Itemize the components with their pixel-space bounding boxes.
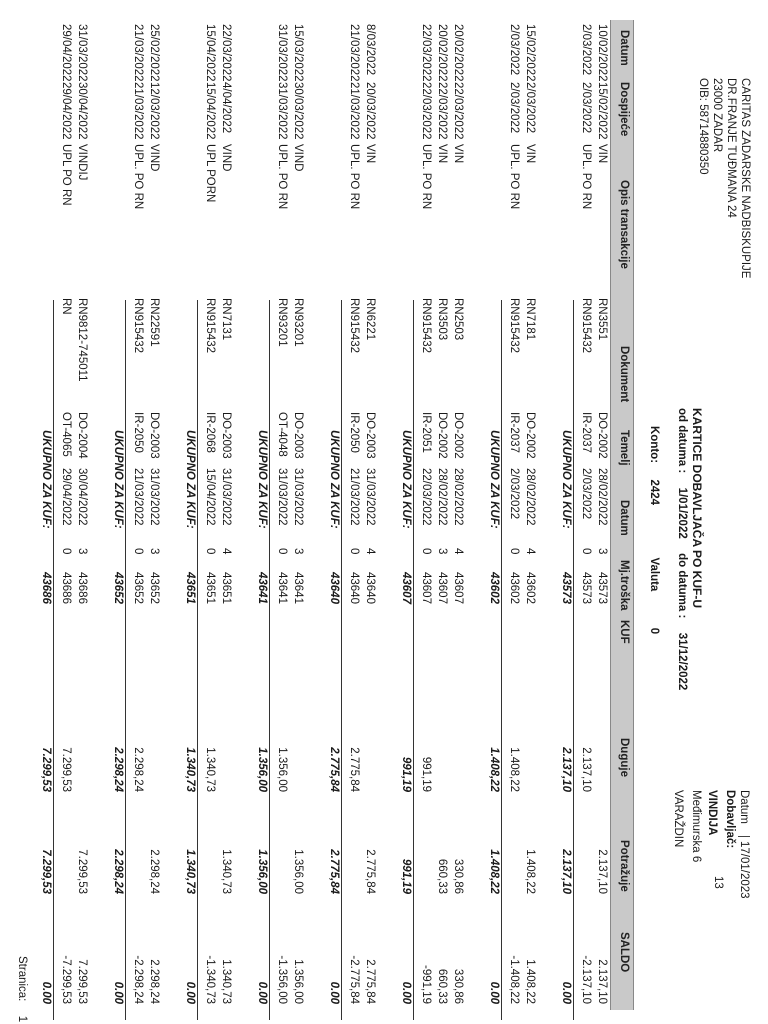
cell-saldo: -991,19 xyxy=(420,964,432,1004)
cell-dospijece: 2/03/2022 xyxy=(508,82,520,134)
cell-dospijece: 21/03/2022 xyxy=(132,82,144,140)
cell-dokument: RN915432 xyxy=(132,298,144,353)
report-title: KARTICE DOBAVLJAČA PO KUF-U xyxy=(690,408,704,608)
date-range xyxy=(676,408,688,690)
table-row xyxy=(288,0,304,1024)
cell-dokument: RN93201 xyxy=(276,298,288,347)
cell-datum: 21/03/2022 xyxy=(348,24,360,82)
cell-kuf: 43602 xyxy=(524,572,536,604)
cell-dokument: RN3551 xyxy=(596,298,608,341)
total-label: UKUPNO ZA KUF: xyxy=(256,430,268,529)
cell-kuf: 43641 xyxy=(292,572,304,604)
total-kuf: 43686 xyxy=(40,572,52,604)
konto-label: Konto: xyxy=(648,426,660,464)
cell-dokument: RN9812-745011 xyxy=(76,298,88,382)
cell-mjtroska: 0 xyxy=(132,548,144,555)
total-duguje: 1.340,73 xyxy=(184,747,196,792)
company-oib: OIB: 58714880350 xyxy=(697,78,709,175)
cell-mjtroska: 4 xyxy=(364,548,376,555)
cell-temelj: OT-4048 xyxy=(276,412,288,457)
cell-saldo: -7.299,53 xyxy=(60,955,72,1004)
cell-potrazuje: 2.298,24 xyxy=(148,849,160,894)
cell-datum2: 28/02/2022 xyxy=(524,468,536,526)
from-value: 1/01/2022 xyxy=(676,487,688,539)
table-row xyxy=(200,0,216,1024)
cell-opis: VIN xyxy=(596,144,608,164)
cell-dospijece: 2/03/2022 xyxy=(524,82,536,134)
total-row xyxy=(556,0,572,1024)
konto-value: 2424 xyxy=(648,479,660,506)
total-potrazuje: 2.298,24 xyxy=(112,849,124,894)
cell-datum: 20/02/2022 xyxy=(436,24,448,82)
cell-opis: VIND xyxy=(220,144,232,172)
cell-kuf: 43640 xyxy=(348,572,360,604)
cell-saldo: 2.775,84 xyxy=(364,959,376,1004)
cell-mjtroska: 0 xyxy=(420,548,432,555)
cell-datum2: 22/03/2022 xyxy=(420,468,432,526)
cell-duguje: 991,19 xyxy=(420,756,432,792)
total-potrazuje: 991,19 xyxy=(400,858,412,894)
cell-kuf: 43641 xyxy=(276,572,288,604)
cell-dospijece: 29/04/2022 xyxy=(60,82,72,140)
table-row xyxy=(72,0,88,1024)
total-label: UKUPNO ZA KUF: xyxy=(488,430,500,529)
col-header-dospijece: Dospijeće xyxy=(618,82,630,137)
cell-dospijece: 30/03/2022 xyxy=(292,82,304,140)
cell-dospijece: 15/04/2022 xyxy=(204,82,216,140)
table-row xyxy=(416,0,432,1024)
cell-temelj: DO-2004 xyxy=(76,412,88,459)
cell-datum: 22/03/2022 xyxy=(420,24,432,82)
cell-dokument: RN915432 xyxy=(348,298,360,353)
table-row xyxy=(144,0,160,1024)
cell-datum: 2/03/2022 xyxy=(580,24,592,76)
cell-mjtroska: 4 xyxy=(220,548,232,555)
total-separator xyxy=(341,300,342,1020)
cell-duguje: 1.340,73 xyxy=(204,747,216,792)
cell-temelj: OT-4065 xyxy=(60,412,72,457)
cell-datum: 22/03/2022 xyxy=(220,24,232,82)
cell-mjtroska: 0 xyxy=(60,548,72,555)
cell-saldo: 660,33 xyxy=(436,968,448,1004)
cell-datum: 10/02/2022 xyxy=(596,24,608,82)
total-duguje: 1.356,00 xyxy=(256,747,268,792)
cell-datum: 25/02/2022 xyxy=(148,24,160,82)
cell-datum: 21/03/2022 xyxy=(132,24,144,82)
col-header-saldo: SALDO xyxy=(618,932,630,973)
cell-kuf: 43651 xyxy=(220,572,232,604)
total-separator xyxy=(501,300,502,1020)
cell-datum2: 29/04/2022 xyxy=(60,468,72,526)
col-header-duguje: Duguje xyxy=(618,738,630,777)
table-row xyxy=(216,0,232,1024)
table-row xyxy=(592,0,608,1024)
cell-dospijece: 12/03/2022 xyxy=(148,82,160,140)
total-potrazuje: 1.408,22 xyxy=(488,849,500,894)
cell-opis: UPL. PO RN xyxy=(132,144,144,210)
cell-opis: VIND xyxy=(292,144,304,172)
supplier-name: VINDIJA xyxy=(706,790,718,836)
cell-kuf: 43573 xyxy=(580,572,592,604)
cell-temelj: IR-2050 xyxy=(132,412,144,453)
cell-mjtroska: 0 xyxy=(508,548,520,555)
total-potrazuje: 2.137,10 xyxy=(560,849,572,894)
cell-temelj: DO-2002 xyxy=(596,412,608,459)
cell-saldo: 2.137,10 xyxy=(596,959,608,1004)
total-potrazuje: 1.356,00 xyxy=(256,849,268,894)
supplier-street: Međimurska 6 xyxy=(690,790,702,863)
cell-opis: VIN xyxy=(452,144,464,164)
cell-duguje: 2.137,10 xyxy=(580,747,592,792)
cell-temelj: IR-2037 xyxy=(508,412,520,453)
cell-kuf: 43607 xyxy=(420,572,432,604)
cell-datum2: 28/02/2022 xyxy=(436,468,448,526)
cell-duguje: 7.299,53 xyxy=(60,747,72,792)
cell-datum2: 30/04/2022 xyxy=(76,468,88,526)
table-row xyxy=(128,0,144,1024)
cell-dokument: RN7131 xyxy=(220,298,232,341)
cell-saldo: -1.408,22 xyxy=(508,955,520,1004)
cell-potrazuje: 660,33 xyxy=(436,858,448,894)
cell-saldo: 1.340,73 xyxy=(220,959,232,1004)
cell-saldo: 2.298,24 xyxy=(148,959,160,1004)
cell-saldo: 1.408,22 xyxy=(524,959,536,1004)
cell-saldo: -2.298,24 xyxy=(132,955,144,1004)
table-row xyxy=(344,0,360,1024)
table-row xyxy=(360,0,376,1024)
dobavljac-value: 13 xyxy=(712,876,724,889)
col-header-kuf: KUF xyxy=(618,620,630,644)
cell-dokument: RN3503 xyxy=(436,298,448,341)
total-duguje: 2.298,24 xyxy=(112,747,124,792)
valuta-value: 0 xyxy=(648,627,660,635)
total-kuf: 43640 xyxy=(328,572,340,604)
cell-dokument: RN915432 xyxy=(508,298,520,353)
total-row xyxy=(108,0,124,1024)
cell-duguje: 1.408,22 xyxy=(508,747,520,792)
cell-duguje: 2.775,84 xyxy=(348,747,360,792)
cell-dokument: RN7181 xyxy=(524,298,536,341)
total-saldo: 0.00 xyxy=(112,981,124,1004)
cell-dokument: RN915432 xyxy=(580,298,592,353)
cell-dokument: RN22591 xyxy=(148,298,160,347)
cell-duguje: 1.356,00 xyxy=(276,747,288,792)
to-label: do datuma : xyxy=(676,553,688,619)
total-label: UKUPNO ZA KUF: xyxy=(184,430,196,529)
cell-datum: 20/02/2022 xyxy=(452,24,464,82)
total-kuf: 43573 xyxy=(560,572,572,604)
cell-kuf: 43573 xyxy=(596,572,608,604)
cell-dospijece: 4/04/2022 xyxy=(220,82,232,134)
datum-value: 17/01/2023 xyxy=(738,836,750,899)
table-row xyxy=(448,0,464,1024)
table-row xyxy=(520,0,536,1024)
total-kuf: 43651 xyxy=(184,572,196,604)
cell-dospijece: 22/03/2022 xyxy=(436,82,448,140)
col-header-potrazuje: Potražuje xyxy=(618,840,630,892)
col-header-mjtroska: Mj.troška xyxy=(618,560,630,611)
cell-kuf: 43652 xyxy=(132,572,144,604)
page-label: Stranica: xyxy=(16,956,28,1002)
company-block xyxy=(696,78,752,278)
cell-dospijece: 22/03/2022 xyxy=(420,82,432,140)
cell-datum: 15/03/2022 xyxy=(292,24,304,82)
cell-dospijece: 20/03/2022 xyxy=(364,82,376,140)
cell-temelj: DO-2002 xyxy=(436,412,448,459)
total-kuf: 43641 xyxy=(256,572,268,604)
total-saldo: 0.00 xyxy=(40,981,52,1004)
col-header-temelj: Temelj xyxy=(618,430,630,466)
cell-saldo: -1.340,73 xyxy=(204,955,216,1004)
cell-opis: VIN xyxy=(436,144,448,164)
total-potrazuje: 2.775,84 xyxy=(328,849,340,894)
cell-opis: UPL. PO RN xyxy=(348,144,360,210)
table-row xyxy=(272,0,288,1024)
cell-kuf: 43607 xyxy=(436,572,448,604)
cell-datum2: 28/02/2022 xyxy=(596,468,608,526)
company-name: CARITAS ZADARSKE NADBISKUPIJE xyxy=(739,78,751,279)
cell-temelj: DO-2002 xyxy=(524,412,536,459)
cell-datum2: 2/03/2022 xyxy=(508,468,520,520)
total-row xyxy=(324,0,340,1024)
total-row xyxy=(36,0,52,1024)
cell-opis: UPL. PO RN xyxy=(420,144,432,210)
cell-opis: VINDIJ xyxy=(76,144,88,181)
total-separator xyxy=(573,300,574,1020)
cell-datum2: 31/03/2022 xyxy=(276,468,288,526)
cell-temelj: IR-2051 xyxy=(420,412,432,453)
cell-datum: 31/03/2022 xyxy=(276,24,288,82)
cell-mjtroska: 3 xyxy=(76,548,88,555)
cell-dospijece: 15/02/2022 xyxy=(596,82,608,140)
cell-temelj: IR-2068 xyxy=(204,412,216,453)
table-row xyxy=(576,0,592,1024)
cell-mjtroska: 3 xyxy=(292,548,304,555)
cell-potrazuje: 1.340,73 xyxy=(220,849,232,894)
cell-datum: 15/04/2022 xyxy=(204,24,216,82)
cell-dokument: RN2503 xyxy=(452,298,464,341)
cell-dokument: RN915432 xyxy=(204,298,216,353)
total-duguje: 2.775,84 xyxy=(328,747,340,792)
total-row xyxy=(484,0,500,1024)
cell-temelj: IR-2050 xyxy=(348,412,360,453)
col-header-datum: Datum xyxy=(618,30,630,66)
cell-dospijece: 31/03/2022 xyxy=(276,82,288,140)
total-separator xyxy=(53,300,54,1020)
supplier-city: VARAŽDIN xyxy=(672,790,684,848)
dobavljac-label: Dobavljač: xyxy=(724,790,736,849)
cell-datum2: 31/03/2022 xyxy=(364,468,376,526)
total-saldo: 0.00 xyxy=(256,981,268,1004)
page-number xyxy=(16,956,28,1022)
cell-dokument: RN915432 xyxy=(420,298,432,353)
total-saldo: 0.00 xyxy=(184,981,196,1004)
company-street: DR.FRANJE TUĐMANA 24 xyxy=(725,78,737,218)
cell-dospijece: 22/03/2022 xyxy=(452,82,464,140)
cell-saldo: -2.137,10 xyxy=(580,955,592,1004)
total-duguje: 991,19 xyxy=(400,756,412,792)
cell-dokument: RN6221 xyxy=(364,298,376,341)
cell-opis: VIN xyxy=(524,144,536,164)
col-header-datum2: Datum xyxy=(618,500,630,536)
cell-temelj: DO-2003 xyxy=(364,412,376,459)
cell-dospijece: 2/03/2022 xyxy=(580,82,592,134)
cell-opis: UPL PO RN xyxy=(60,144,72,206)
total-separator xyxy=(125,300,126,1020)
total-kuf: 43607 xyxy=(400,572,412,604)
cell-mjtroska: 3 xyxy=(148,548,160,555)
cell-mjtroska: 0 xyxy=(276,548,288,555)
cell-saldo: 330,86 xyxy=(452,968,464,1004)
table-row xyxy=(504,0,520,1024)
col-header-dokument: Dokument xyxy=(618,346,630,403)
cell-datum: 8/03/2022 xyxy=(364,24,376,76)
cell-mjtroska: 3 xyxy=(596,548,608,555)
cell-datum2: 31/03/2022 xyxy=(292,468,304,526)
cell-potrazuje: 1.408,22 xyxy=(524,849,536,894)
cell-temelj: IR-2037 xyxy=(580,412,592,453)
datum-label: Datum xyxy=(738,790,750,824)
cell-potrazuje: 1.356,00 xyxy=(292,849,304,894)
cell-opis: UPL. PO RN xyxy=(276,144,288,210)
cell-opis: UPL. PO RN xyxy=(580,144,592,210)
total-kuf: 43652 xyxy=(112,572,124,604)
cell-opis: VIND xyxy=(148,144,160,172)
total-saldo: 0.00 xyxy=(488,981,500,1004)
cell-kuf: 43652 xyxy=(148,572,160,604)
total-label: UKUPNO ZA KUF: xyxy=(400,430,412,529)
cell-datum2: 15/04/2022 xyxy=(204,468,216,526)
cell-temelj: DO-2003 xyxy=(292,412,304,459)
cell-datum: 29/04/2022 xyxy=(60,24,72,82)
konto-line xyxy=(648,426,660,634)
total-duguje: 7.299,53 xyxy=(40,747,52,792)
cell-temelj: DO-2003 xyxy=(148,412,160,459)
cell-opis: VIN xyxy=(364,144,376,164)
cell-kuf: 43602 xyxy=(508,572,520,604)
page-value: 1 xyxy=(16,1015,28,1023)
cell-mjtroska: 0 xyxy=(204,548,216,555)
cell-opis: UPL. PO RN xyxy=(508,144,520,210)
cell-duguje: 2.298,24 xyxy=(132,747,144,792)
cell-potrazuje: 330,86 xyxy=(452,858,464,894)
cell-temelj: DO-2003 xyxy=(220,412,232,459)
total-row xyxy=(180,0,196,1024)
col-header-opis: Opis transakcije xyxy=(618,180,630,269)
cell-datum2: 28/02/2022 xyxy=(452,468,464,526)
total-label: UKUPNO ZA KUF: xyxy=(560,430,572,529)
total-kuf: 43602 xyxy=(488,572,500,604)
cell-dospijece: 21/03/2022 xyxy=(348,82,360,140)
cell-mjtroska: 4 xyxy=(524,548,536,555)
cell-kuf: 43607 xyxy=(452,572,464,604)
cell-kuf: 43686 xyxy=(60,572,72,604)
cell-potrazuje: 2.137,10 xyxy=(596,849,608,894)
total-duguje: 1.408,22 xyxy=(488,747,500,792)
total-label: UKUPNO ZA KUF: xyxy=(40,430,52,529)
cell-mjtroska: 4 xyxy=(452,548,464,555)
cell-datum2: 31/03/2022 xyxy=(148,468,160,526)
cell-mjtroska: 3 xyxy=(436,548,448,555)
cell-kuf: 43651 xyxy=(204,572,216,604)
cell-potrazuje: 2.775,84 xyxy=(364,849,376,894)
cell-saldo: -2.775,84 xyxy=(348,955,360,1004)
total-separator xyxy=(413,300,414,1020)
total-duguje: 2.137,10 xyxy=(560,747,572,792)
cell-datum2: 21/03/2022 xyxy=(348,468,360,526)
table-row xyxy=(432,0,448,1024)
cell-datum2: 31/03/2022 xyxy=(220,468,232,526)
total-row xyxy=(252,0,268,1024)
total-potrazuje: 7.299,53 xyxy=(40,849,52,894)
cell-opis: UPL PORN xyxy=(204,144,216,203)
cell-saldo: 7.299,53 xyxy=(76,959,88,1004)
total-label: UKUPNO ZA KUF: xyxy=(328,430,340,529)
cell-datum2: 21/03/2022 xyxy=(132,468,144,526)
cell-saldo: -1.356,00 xyxy=(276,955,288,1004)
total-separator xyxy=(197,300,198,1020)
cell-dokument: RN xyxy=(60,298,72,315)
cell-dospijece: 30/04/2022 xyxy=(76,82,88,140)
cell-datum: 15/02/2022 xyxy=(524,24,536,82)
total-potrazuje: 1.340,73 xyxy=(184,849,196,894)
cell-datum2: 2/03/2022 xyxy=(580,468,592,520)
total-saldo: 0.00 xyxy=(400,981,412,1004)
cell-mjtroska: 0 xyxy=(348,548,360,555)
table-row xyxy=(56,0,72,1024)
cell-mjtroska: 0 xyxy=(580,548,592,555)
cell-kuf: 43686 xyxy=(76,572,88,604)
valuta-label: Valuta xyxy=(648,557,660,592)
cell-datum: 2/03/2022 xyxy=(508,24,520,76)
cell-saldo: 1.356,00 xyxy=(292,959,304,1004)
from-label: od datuma : xyxy=(676,408,688,474)
to-value: 31/12/2022 xyxy=(676,632,688,691)
cell-dokument: RN93201 xyxy=(292,298,304,347)
total-saldo: 0.00 xyxy=(328,981,340,1004)
cell-temelj: DO-2002 xyxy=(452,412,464,459)
cell-potrazuje: 7.299,53 xyxy=(76,849,88,894)
total-label: UKUPNO ZA KUF: xyxy=(112,430,124,529)
total-saldo: 0.00 xyxy=(560,981,572,1004)
company-city: 23000 ZADAR xyxy=(711,78,723,153)
total-row xyxy=(396,0,412,1024)
total-separator xyxy=(269,300,270,1020)
cell-kuf: 43640 xyxy=(364,572,376,604)
cell-datum: 31/03/2022 xyxy=(76,24,88,82)
